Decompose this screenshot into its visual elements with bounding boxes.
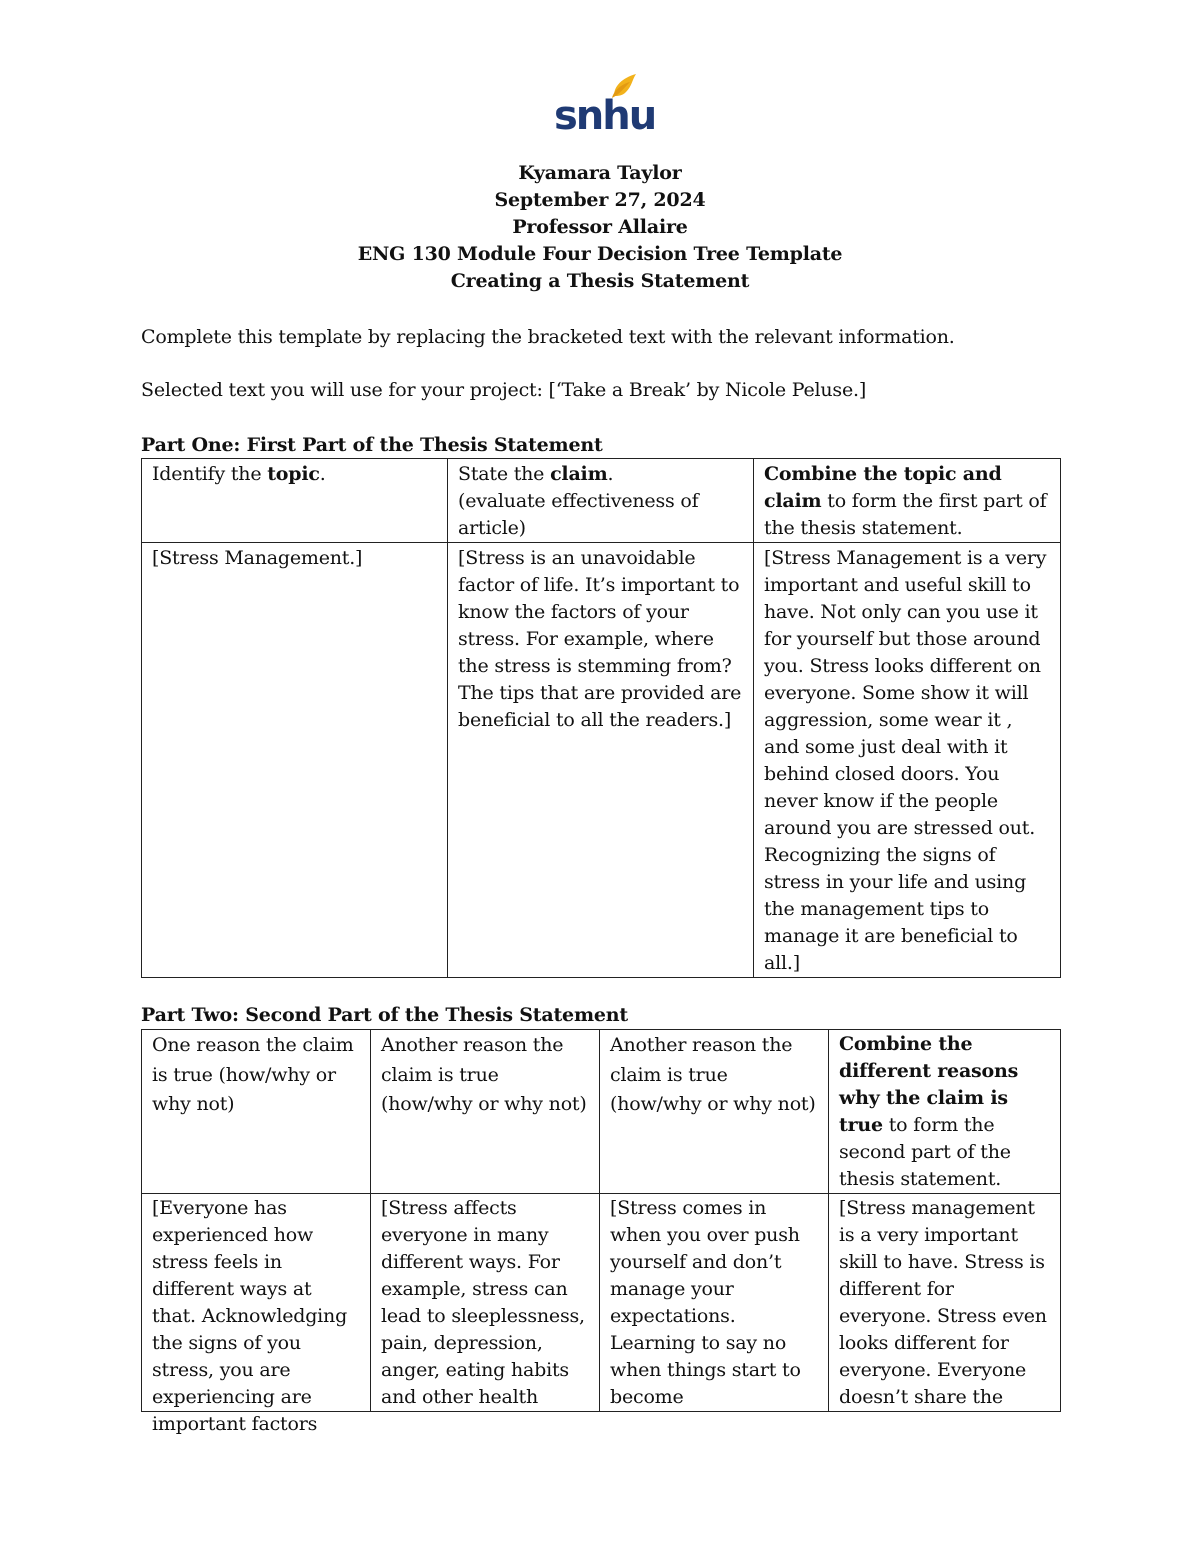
instructions-text: Complete this template by replacing the bracketed text with the relevant information. xyxy=(141,326,955,348)
document-header xyxy=(0,160,1200,295)
header-cell-topic: Identify the topic. xyxy=(142,459,448,543)
snhu-logo xyxy=(552,74,656,139)
document-date: September 27, 2024 xyxy=(494,189,706,211)
cell-reason-two: [Stress affects everyone in many different ways. For example, stress can lead to sleeplessness, pain, depression, anger, eating habits and other health xyxy=(371,1194,600,1412)
cell-combined-thesis: [Stress Management is a very important and useful skill to have. Not only can you use it for yourself but those around you. Stress looks different on everyone. Some show it will aggression, some wear it , and some just deal with it behind closed doors. You never know if the people around you are stressed out. Recognizing the signs of stress in your life and using the management tips to manage it are beneficial to all.] xyxy=(754,543,1061,978)
cell-reason-one: [Everyone has experienced how stress feels in different ways at that. Acknowledging the signs of you stress, you are experiencing are important factors xyxy=(142,1194,371,1412)
header-cell-claim: State the claim. (evaluate effectiveness of article) xyxy=(448,459,754,543)
professor-name: Professor Allaire xyxy=(512,216,688,238)
header-cell-reason-three: Another reason the claim is true (how/why or why not) xyxy=(600,1030,829,1194)
part-one-title: Part One: First Part of the Thesis Statement xyxy=(141,434,603,456)
header-cell-combine: Combine the topic and claim to form the first part of the thesis statement. xyxy=(754,459,1061,543)
author-name: Kyamara Taylor xyxy=(518,162,682,184)
table-row xyxy=(142,1194,1061,1412)
cell-claim: [Stress is an unavoidable factor of life. It’s important to know the factors of your stress. For example, where the stress is stemming from? The tips that are provided are beneficial to all the readers.] xyxy=(448,543,754,978)
cell-combined-thesis: [Stress management is a very important skill to have. Stress is different for everyone. Stress even looks different for everyone. Everyone doesn’t share the xyxy=(829,1194,1061,1412)
part-two-title: Part Two: Second Part of the Thesis Statement xyxy=(141,1004,628,1026)
header-cell-reason-two: Another reason the claim is true (how/why or why not) xyxy=(371,1030,600,1194)
table-row xyxy=(142,543,1061,978)
selected-text-line: Selected text you will use for your project: [‘Take a Break’ by Nicole Peluse.] xyxy=(141,379,867,401)
header-cell-combine: Combine the different reasons why the claim is true to form the second part of the thesis statement. xyxy=(829,1030,1061,1194)
cell-reason-three: [Stress comes in when you over push yourself and don’t manage your expectations. Learning to say no when things start to become xyxy=(600,1194,829,1412)
part-one-table xyxy=(141,458,1061,978)
svg-text:snhu: snhu xyxy=(554,93,656,139)
part-two-table xyxy=(141,1029,1061,1435)
cell-topic: [Stress Management.] xyxy=(142,543,448,978)
document-subtitle: Creating a Thesis Statement xyxy=(450,270,750,292)
table-header-row xyxy=(142,459,1061,543)
header-cell-reason-one: One reason the claim is true (how/why or why not) xyxy=(142,1030,371,1194)
table-header-row xyxy=(142,1030,1061,1194)
leaf-flame-icon xyxy=(552,74,656,139)
course-title: ENG 130 Module Four Decision Tree Template xyxy=(357,243,843,265)
